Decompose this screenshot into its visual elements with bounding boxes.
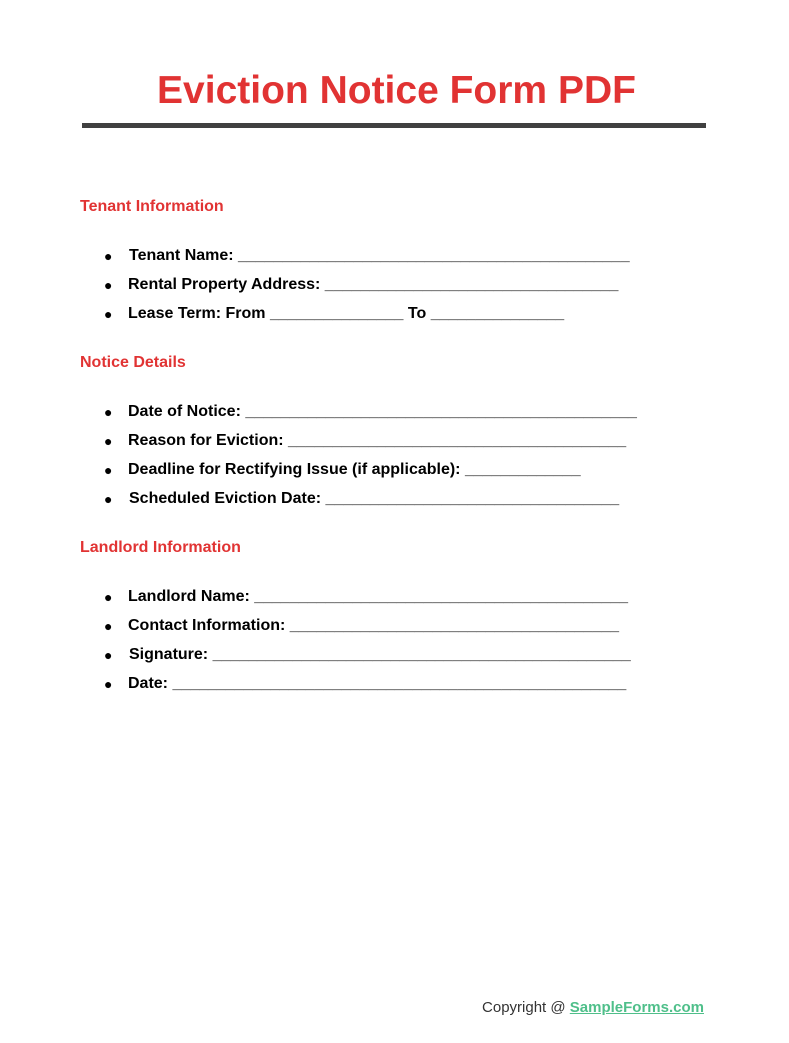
field-scheduled-eviction-date: Scheduled Eviction Date: _________________________________: [129, 490, 620, 507]
field-deadline-for-rectifying-issue: Deadline for Rectifying Issue (if applicable): _____________: [128, 461, 581, 478]
field-date-of-notice: Date of Notice: ____________________________________________: [128, 403, 637, 420]
list-item: [0, 246, 789, 275]
list-item: [0, 460, 789, 489]
bullet-icon: ●: [104, 647, 113, 663]
bullet-icon: ●: [104, 491, 113, 507]
page-title: Eviction Notice Form PDF: [157, 69, 636, 112]
tenant-information-list: [0, 246, 789, 333]
sampleforms-link[interactable]: SampleForms.com: [569, 999, 704, 1016]
field-reason-for-eviction: Reason for Eviction: ______________________________________: [128, 432, 627, 449]
list-item: [0, 489, 789, 518]
list-item: [0, 616, 789, 645]
bullet-icon: ●: [104, 277, 113, 293]
section-heading-landlord-information: Landlord Information: [80, 539, 241, 556]
bullet-icon: ●: [104, 404, 113, 420]
notice-details-list: [0, 402, 789, 518]
field-rental-property-address: Rental Property Address: _________________________________: [128, 276, 619, 293]
list-item: [0, 431, 789, 460]
list-item: [0, 275, 789, 304]
copyright-prefix: Copyright @: [482, 999, 570, 1016]
section-heading-tenant-information: Tenant Information: [80, 198, 224, 215]
bullet-icon: ●: [104, 248, 113, 264]
list-item: [0, 402, 789, 431]
landlord-information-list: [0, 587, 789, 703]
list-item: [0, 674, 789, 703]
section-heading-notice-details: Notice Details: [80, 354, 186, 371]
list-item: [0, 645, 789, 674]
field-contact-information: Contact Information: _____________________________________: [128, 617, 620, 634]
bullet-icon: ●: [104, 618, 113, 634]
field-date: Date: ___________________________________________________: [128, 675, 627, 692]
bullet-icon: ●: [104, 433, 113, 449]
bullet-icon: ●: [104, 462, 113, 478]
title-divider: [82, 123, 706, 128]
bullet-icon: ●: [104, 306, 113, 322]
bullet-icon: ●: [104, 589, 113, 605]
field-landlord-name: Landlord Name: __________________________________________: [128, 588, 628, 605]
copyright-footer: [482, 998, 704, 1018]
bullet-icon: ●: [104, 676, 113, 692]
list-item: [0, 304, 789, 333]
field-lease-term: Lease Term: From _______________ To _______________: [128, 305, 565, 322]
list-item: [0, 587, 789, 616]
field-signature: Signature: _______________________________________________: [129, 646, 631, 663]
field-tenant-name: Tenant Name: ____________________________________________: [129, 247, 630, 264]
